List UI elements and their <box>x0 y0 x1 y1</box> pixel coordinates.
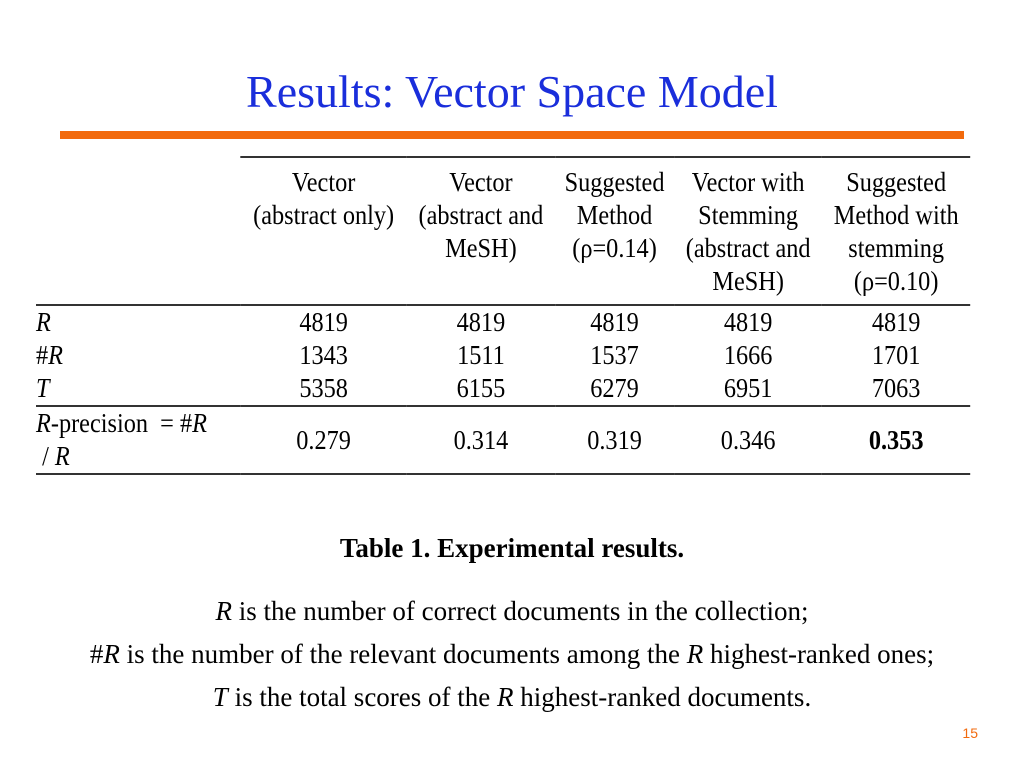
table-cell: 4819 <box>822 305 970 339</box>
note-line: R is the number of correct documents in the collection; <box>215 596 809 626</box>
table-cell: 6279 <box>590 373 639 403</box>
table-cell: 7063 <box>871 373 921 403</box>
table-cell: 4819 <box>240 305 407 339</box>
note-line: T is the total scores of the R highest-ranked documents. <box>212 682 812 712</box>
table-row-T <box>36 372 970 406</box>
row-label: #R <box>36 340 63 370</box>
note-line: #R is the number of the relevant documents among the R highest-ranked ones; <box>89 639 935 669</box>
results-table <box>36 156 970 475</box>
table-cell: 1511 <box>457 340 505 370</box>
table-row-R <box>36 305 970 339</box>
slide-title: Results: Vector Space Model <box>246 66 778 117</box>
row-label: T <box>36 373 50 403</box>
column-header-vector-abstract: Vector (abstract only) <box>240 157 407 305</box>
table-cell: 0.346 <box>674 406 822 474</box>
table-notes <box>0 590 1024 719</box>
page-number: 15 <box>962 725 978 741</box>
table-cell: 0.319 <box>555 406 674 474</box>
table-header-row <box>36 157 970 305</box>
row-label: R <box>36 305 240 339</box>
table-cell: 0.314 <box>407 406 555 474</box>
table-cell: 6155 <box>456 373 506 403</box>
header-corner <box>36 157 240 305</box>
table-cell: 1537 <box>590 340 639 370</box>
table-cell: 1701 <box>871 340 921 370</box>
row-label: R-precision = #R / R <box>36 406 240 474</box>
table-cell: 1343 <box>299 340 348 370</box>
column-header-vector-stemming: Vector with Stemming (abstract and MeSH) <box>674 157 822 305</box>
table-cell: 0.279 <box>240 406 407 474</box>
table-cell: 1666 <box>723 340 773 370</box>
table-cell: 6951 <box>723 373 773 403</box>
table-row-r-precision <box>36 406 970 474</box>
table-cell: 4819 <box>407 305 555 339</box>
table-cell: 5358 <box>299 373 348 403</box>
title-divider <box>60 131 964 139</box>
table-cell: 4819 <box>555 305 674 339</box>
table-caption: Table 1. Experimental results. <box>339 533 685 563</box>
column-header-suggested-stemming: Suggested Method with stemming (ρ=0.10) <box>822 157 970 305</box>
table-row-hashR <box>36 339 970 372</box>
table-cell-best: 0.353 <box>822 406 970 474</box>
column-header-suggested-method: Suggested Method (ρ=0.14) <box>555 157 674 305</box>
results-table-figure <box>36 156 959 475</box>
table-cell: 4819 <box>674 305 822 339</box>
column-header-vector-abstract-mesh: Vector (abstract and MeSH) <box>407 157 555 305</box>
